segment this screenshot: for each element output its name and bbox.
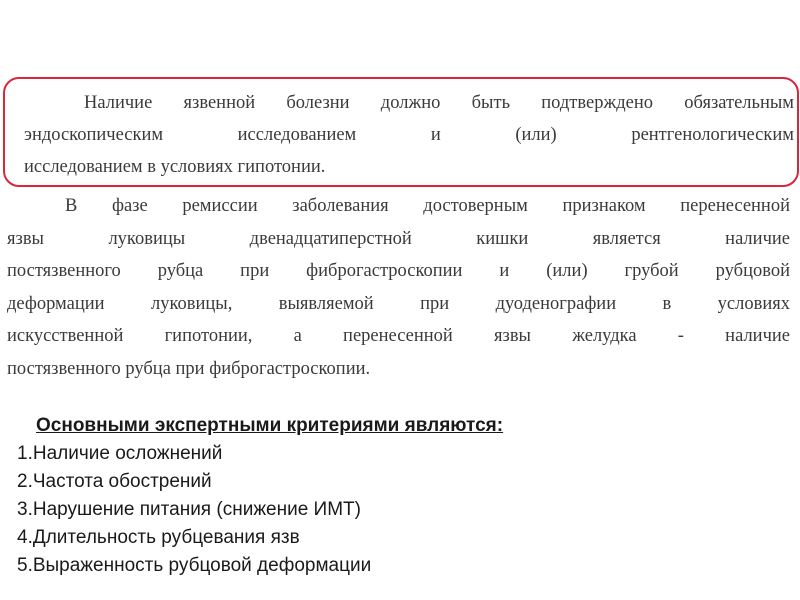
criteria-item: 1.Наличие осложнений: [17, 443, 223, 464]
paragraph-line: эндоскопическим исследованием и (или) рентгенологическим: [24, 125, 794, 145]
diagnosis-confirmation-paragraph: [24, 87, 794, 183]
paragraph-line: Наличие язвенной болезни должно быть подтверждено обязательным: [84, 93, 794, 113]
criteria-list: [17, 440, 503, 580]
paragraph-line: исследованием в условиях гипотонии.: [24, 157, 326, 177]
remission-paragraph: [7, 190, 790, 386]
paragraph-line: искусственной гипотонии, а перенесенной язвы желудка - наличие: [7, 326, 790, 347]
paragraph-line: деформации луковицы, выявляемой при дуоденографии в условиях: [7, 293, 790, 314]
paragraph-line: постязвенного рубца при фиброгастроскопии и (или) грубой рубцовой: [7, 261, 790, 282]
expert-criteria-section: [17, 412, 503, 580]
criteria-item: 4.Длительность рубцевания язв: [17, 527, 300, 548]
criteria-title: Основными экспертными критериями являются:: [36, 415, 504, 436]
criteria-item: 3.Нарушение питания (снижение ИМТ): [17, 499, 361, 520]
criteria-item: 5.Выраженность рубцовой деформации: [17, 555, 372, 576]
paragraph-line: язвы луковицы двенадцатиперстной кишки является наличие: [7, 228, 790, 249]
paragraph-line: постязвенного рубца при фиброгастроскопии.: [7, 358, 371, 379]
criteria-item: 2.Частота обострений: [17, 471, 212, 492]
paragraph-line: В фазе ремиссии заболевания достоверным признаком перенесенной: [65, 196, 790, 216]
